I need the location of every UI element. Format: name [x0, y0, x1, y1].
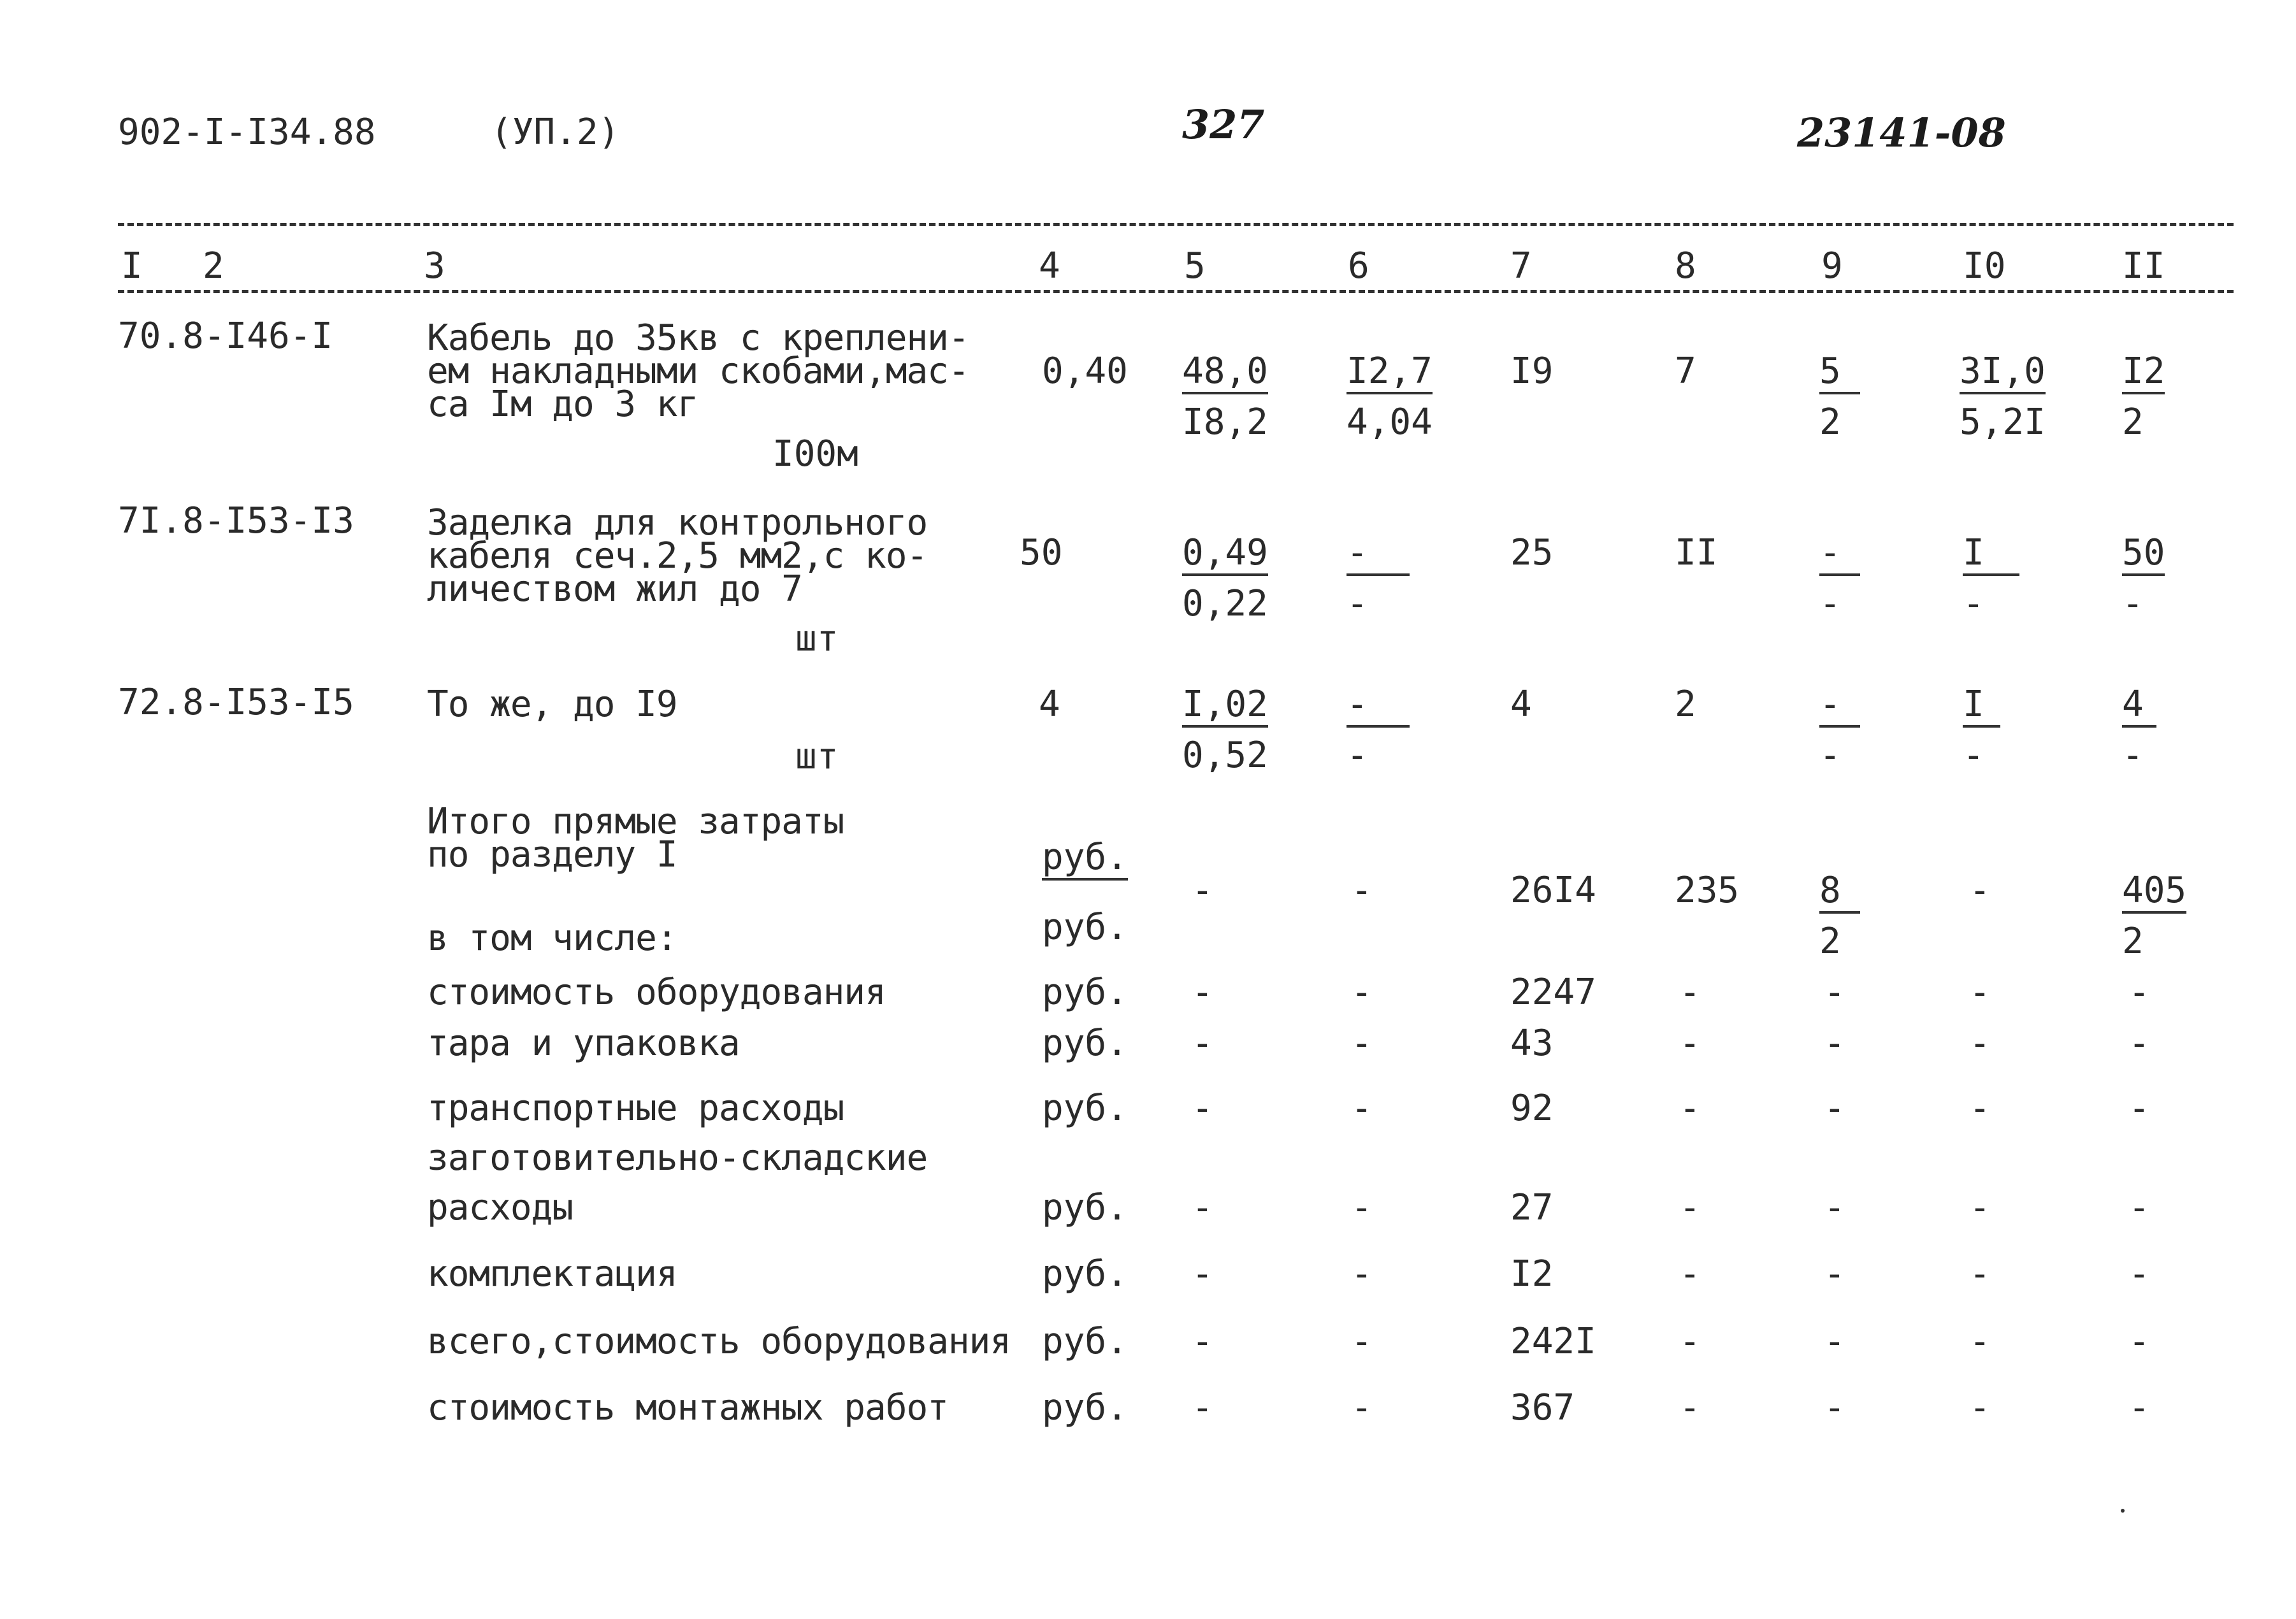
cell-col5: -: [1192, 972, 1213, 1013]
cell-col6: -: [1351, 972, 1373, 1013]
album-number: (УП.2): [491, 112, 620, 153]
cell-col10-bottom: 5,2I: [1960, 401, 2046, 443]
cell-col9: -: [1824, 1253, 1845, 1295]
row-desc-line: ем накладными скобами,мас-: [427, 350, 969, 392]
col-header-7: 7: [1510, 245, 1532, 287]
row-desc-line: личеством жил до 7: [427, 568, 802, 610]
cell-col11: -: [2128, 1023, 2150, 1064]
cell-col10-bottom: -: [1963, 583, 1984, 624]
col-header-8: 8: [1675, 245, 1696, 287]
cell-col5-bottom: 0,52: [1182, 735, 1268, 776]
cell-col10-bottom: -: [1963, 735, 1984, 776]
breakdown-unit: руб.: [1042, 1023, 1128, 1064]
col-header-1: I: [121, 245, 143, 287]
cell-col7: I2: [1510, 1253, 1554, 1295]
cell-col11: -: [2128, 1253, 2150, 1295]
cell-col10: -: [1969, 1088, 1991, 1129]
col-header-3: 3: [424, 245, 445, 287]
cell-col7: I9: [1510, 350, 1554, 392]
total-col8: 235: [1675, 870, 1740, 911]
breakdown-unit: руб.: [1042, 1321, 1128, 1362]
cell-col6: -: [1351, 1387, 1373, 1428]
row-unit: шт: [795, 736, 839, 777]
total-col9-bottom: 2: [1819, 921, 1841, 962]
breakdown-label-cont: расходы: [427, 1187, 574, 1228]
cell-col7: 4: [1510, 684, 1532, 725]
breakdown-label: стоимость монтажных работ: [427, 1387, 948, 1428]
total-label-line: по разделу I: [427, 834, 677, 875]
breakdown-label: тара и упаковка: [427, 1023, 740, 1064]
scan-speck: [2121, 1509, 2125, 1513]
cell-col10-top: 3I,0: [1960, 354, 2046, 394]
cell-col8: 2: [1675, 684, 1696, 725]
cell-col6: -: [1351, 1321, 1373, 1362]
breakdown-label: заготовительно-складские: [427, 1137, 928, 1179]
cell-col8: -: [1679, 972, 1701, 1013]
cell-col6: -: [1351, 1088, 1373, 1129]
cell-col7: 43: [1510, 1023, 1554, 1064]
col-header-5: 5: [1184, 245, 1206, 287]
row-desc-line: Заделка для контрольного: [427, 502, 928, 543]
cell-col9: -: [1824, 1387, 1845, 1428]
row-desc-line: Кабель до 35кв с креплени-: [427, 317, 969, 359]
cell-col9-bottom: 2: [1819, 401, 1841, 443]
breakdown-unit: руб.: [1042, 972, 1128, 1013]
total-col11-bottom: 2: [2122, 921, 2144, 962]
col-header-6: 6: [1348, 245, 1369, 287]
including-label: в том числе:: [427, 917, 677, 959]
col-header-9: 9: [1821, 245, 1843, 287]
cell-col11: -: [2128, 972, 2150, 1013]
total-col10: -: [1969, 870, 1991, 911]
cell-col4: 50: [1020, 532, 1063, 573]
cell-col7: 25: [1510, 532, 1554, 573]
cell-col7: 367: [1510, 1387, 1575, 1428]
cell-col8: -: [1679, 1321, 1701, 1362]
cell-col4: 0,40: [1042, 350, 1128, 392]
cell-col8: 7: [1675, 350, 1696, 392]
cell-col5: -: [1192, 1253, 1213, 1295]
cell-col11-top: 4: [2122, 687, 2156, 728]
row-code: 72.8-I53-I5: [118, 682, 354, 723]
cell-col11: -: [2128, 1088, 2150, 1129]
cell-col7: 2247: [1510, 972, 1596, 1013]
row-desc-line: кабеля сеч.2,5 мм2,с ко-: [427, 535, 928, 577]
row-unit: шт: [795, 618, 839, 659]
cell-col6-top: I2,7: [1347, 354, 1433, 394]
cell-col10: -: [1969, 1023, 1991, 1064]
doc-code: 902-I-I34.88: [118, 112, 376, 153]
breakdown-label: транспортные расходы: [427, 1088, 844, 1129]
cell-col10: -: [1969, 1321, 1991, 1362]
cell-col8: -: [1679, 1088, 1701, 1129]
total-label-line: Итого прямые затраты: [427, 801, 844, 842]
cell-col9-top: -: [1819, 687, 1860, 728]
cell-col5-bottom: 0,22: [1182, 583, 1268, 624]
row-desc-line: са Iм до 3 кг: [427, 384, 698, 425]
breakdown-unit: руб.: [1042, 1253, 1128, 1295]
total-col9-top: 8: [1819, 873, 1860, 914]
cell-col9: -: [1824, 1321, 1845, 1362]
cell-col5: -: [1192, 1387, 1213, 1428]
total-col5: -: [1192, 870, 1213, 911]
page-number: 327: [1182, 101, 1265, 148]
cell-col10: -: [1969, 1253, 1991, 1295]
cell-col5: -: [1192, 1187, 1213, 1228]
cell-col8: -: [1679, 1187, 1701, 1228]
col-header-11: II: [2122, 245, 2165, 287]
cell-col8: -: [1679, 1023, 1701, 1064]
breakdown-unit: руб.: [1042, 1387, 1128, 1428]
cell-col6: -: [1351, 1253, 1373, 1295]
cell-col6-top: -: [1347, 535, 1410, 576]
cell-col10: -: [1969, 972, 1991, 1013]
total-unit-top: руб.: [1042, 840, 1128, 881]
row-desc-line: То же, до I9: [427, 684, 677, 725]
cell-col9-bottom: -: [1819, 735, 1841, 776]
cell-col6: -: [1351, 1187, 1373, 1228]
cell-col10-top: I: [1963, 687, 2000, 728]
cell-col11-bottom: -: [2122, 583, 2144, 624]
breakdown-label: всего,стоимость оборудования: [427, 1321, 1011, 1362]
cell-col9-bottom: -: [1819, 583, 1841, 624]
cell-col6-top: -: [1347, 687, 1410, 728]
col-header-2: 2: [203, 245, 224, 287]
cell-col6: -: [1351, 1023, 1373, 1064]
cell-col11-bottom: 2: [2122, 401, 2144, 443]
cell-col10: -: [1969, 1187, 1991, 1228]
cell-col7: 242I: [1510, 1321, 1596, 1362]
total-col11-top: 405: [2122, 873, 2186, 914]
header-bottom-rule: [118, 290, 2234, 293]
total-col7: 26I4: [1510, 870, 1596, 911]
cell-col11: -: [2128, 1321, 2150, 1362]
breakdown-label: стоимость оборудования: [427, 972, 886, 1013]
cell-col11: -: [2128, 1387, 2150, 1428]
cell-col7: 27: [1510, 1187, 1554, 1228]
cell-col5-top: 0,49: [1182, 535, 1268, 576]
cell-col11-bottom: -: [2122, 735, 2144, 776]
cell-col5: -: [1192, 1321, 1213, 1362]
cell-col11: -: [2128, 1187, 2150, 1228]
breakdown-label: комплектация: [427, 1253, 677, 1295]
cell-col4: 4: [1039, 684, 1060, 725]
cell-col9: -: [1824, 1023, 1845, 1064]
cell-col6-bottom: -: [1347, 583, 1368, 624]
cell-col9-top: 5: [1819, 354, 1860, 394]
cell-col5-top: I,02: [1182, 687, 1268, 728]
breakdown-unit: руб.: [1042, 1187, 1128, 1228]
cell-col5-top: 48,0: [1182, 354, 1268, 394]
col-header-10: I0: [1963, 245, 2006, 287]
header-top-rule: [118, 223, 2234, 226]
cell-col8: -: [1679, 1387, 1701, 1428]
row-code: 70.8-I46-I: [118, 315, 333, 357]
cell-col8: -: [1679, 1253, 1701, 1295]
cell-col10-top: I: [1963, 535, 2019, 576]
cell-col6-bottom: 4,04: [1347, 401, 1433, 443]
cell-col5-bottom: I8,2: [1182, 401, 1268, 443]
col-header-4: 4: [1039, 245, 1060, 287]
cell-col9-top: -: [1819, 535, 1860, 576]
cell-col7: 92: [1510, 1088, 1554, 1129]
breakdown-unit: руб.: [1042, 1088, 1128, 1129]
cell-col8: II: [1675, 532, 1718, 573]
cell-col9: -: [1824, 1088, 1845, 1129]
cell-col11-top: I2: [2122, 354, 2165, 394]
row-code: 7I.8-I53-I3: [118, 500, 354, 542]
cell-col9: -: [1824, 1187, 1845, 1228]
total-unit-bottom: руб.: [1042, 907, 1128, 948]
total-col6: -: [1351, 870, 1373, 911]
cell-col10: -: [1969, 1387, 1991, 1428]
row-unit: I00м: [772, 433, 858, 475]
cell-col5: -: [1192, 1088, 1213, 1129]
cell-col6-bottom: -: [1347, 735, 1368, 776]
inventory-number: 23141-08: [1797, 110, 2006, 156]
cell-col5: -: [1192, 1023, 1213, 1064]
cell-col9: -: [1824, 972, 1845, 1013]
cell-col11-top: 50: [2122, 535, 2165, 576]
